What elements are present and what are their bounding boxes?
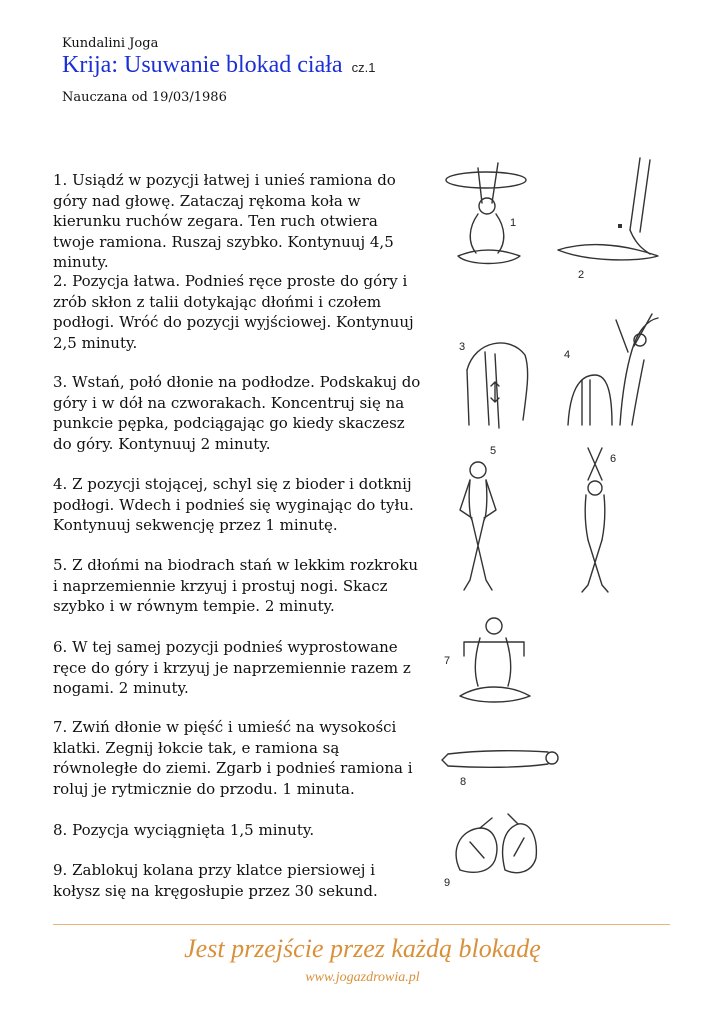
step-4: 4. Z pozycji stojącej, schyl się z bioder i dotknij podłogi. Wdech i podnieś się wyginając do tyłu. Kontynuuj sekwencję przez 1 minutę.: [53, 475, 414, 534]
figure-3-forward-fold: [455, 330, 545, 440]
footer-divider: [53, 924, 670, 925]
figure-2-number: 2: [578, 269, 585, 281]
figure-1-seated-arm-circles: [438, 148, 546, 276]
footer-url: www.jogazdrowia.pl: [305, 970, 420, 985]
page-title: Krija: Usuwanie blokad ciała: [62, 52, 343, 78]
kundalini-joga-label: Kundalini Joga: [62, 36, 159, 51]
step-5: 5. Z dłońmi na biodrach stań w lekkim rozkroku i naprzemiennie krzyuj i prostuj nogi. Skacz szybko i w równym tempie. 2 minuty.: [53, 556, 419, 615]
taught-since-date: Nauczana od 19/03/1986: [62, 90, 227, 105]
figure-6-number: 6: [610, 453, 617, 465]
figure-3-number: 3: [459, 341, 466, 353]
footer-quote: Jest przejście przez każdą blokadę: [184, 934, 541, 963]
step-2: 2. Pozycja łatwa. Podnieś ręce proste do góry i zrób skłon z talii dotykając dłońmi i czołem podłogi. Wróć do pozycji wyjściowej. Kontynuuj 2,5 minuty.: [53, 272, 414, 352]
figure-5-hands-on-hips: [440, 440, 530, 600]
step-6: 6. W tej samej pozycji podnieś wyprostowane ręce do góry i krzyuj je naprzemiennie razem z nogami. 2 minuty.: [53, 638, 411, 697]
figure-6-arms-crossing: [558, 440, 648, 600]
figure-4-number: 4: [564, 349, 571, 361]
step-3: 3. Wstań, połó dłonie na podłodze. Podskakuj do góry i w dół na czworakach. Koncentruj się na punkcie pępka, podciągając go kiedy skaczesz do góry. Kontynuuj 2 minuty.: [53, 373, 421, 453]
figure-2-forward-bend: [548, 150, 673, 285]
figure-7-number: 7: [444, 655, 451, 667]
figure-8-lying-stretch: [440, 730, 565, 790]
figure-9-number: 9: [444, 877, 451, 889]
figure-8-number: 8: [460, 776, 467, 788]
figure-1-number: 1: [510, 217, 517, 229]
motion-marker-icon: [618, 224, 622, 228]
title-row: [62, 52, 376, 79]
step-1: 1. Usiądź w pozycji łatwej i unieś ramiona do góry nad głowę. Zataczaj rękoma koła w kierunku ruchów zegara. Ten ruch otwiera twoje ramiona. Ruszaj szybko. Kontynuuj 4,5 minuty.: [53, 171, 396, 271]
figure-5-number: 5: [490, 445, 497, 457]
step-7: 7. Zwiń dłonie w pięść i umieść na wysokości klatki. Zegnij łokcie tak, e ramiona są równoległe do ziemi. Zgarb i podnieś ramiona i roluj je rytmicznie do przodu. 1 minuta.: [53, 718, 413, 798]
figure-4-bend-and-arch: [560, 310, 670, 440]
step-8: 8. Pozycja wyciągnięta 1,5 minuty.: [53, 821, 315, 839]
figure-9-spine-rock: [440, 800, 550, 890]
title-part-label: cz.1: [351, 60, 376, 75]
step-9: 9. Zablokuj kolana przy klatce piersiowej i kołysz się na kręgosłupie przez 30 sekund.: [53, 861, 378, 900]
figure-7-shoulder-rolls: [440, 608, 540, 708]
